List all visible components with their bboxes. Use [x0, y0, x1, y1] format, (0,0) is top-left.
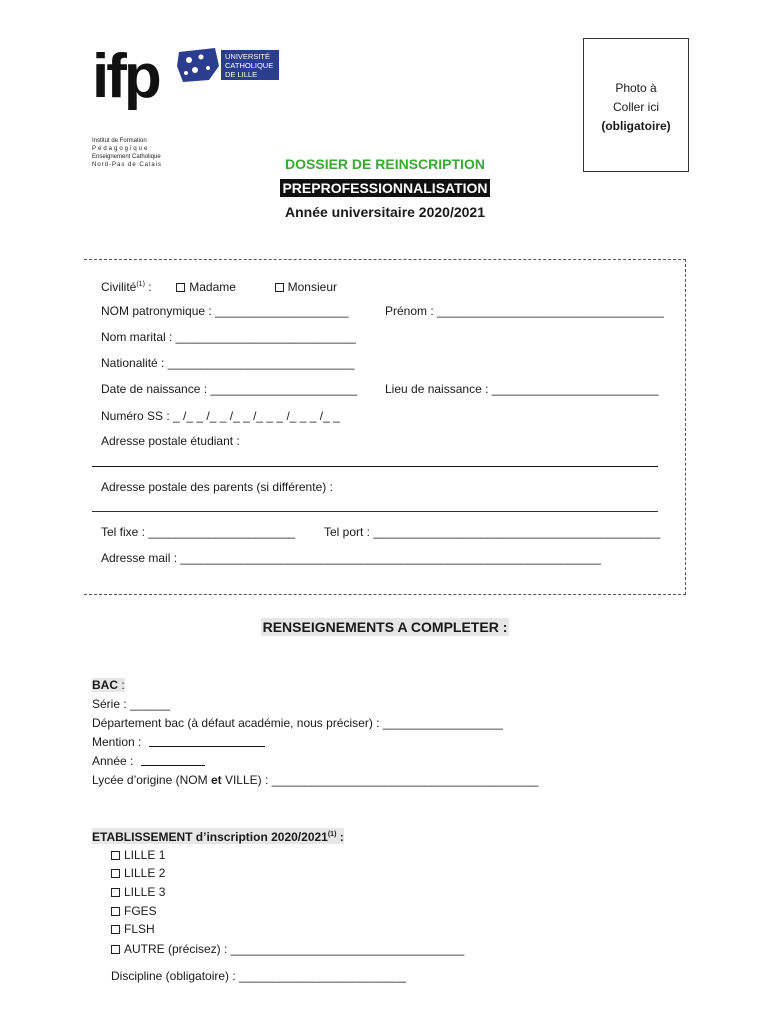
madame-checkbox[interactable]	[176, 283, 185, 292]
ifp-caption-line-3: Enseignement Catholique	[92, 154, 161, 160]
mention-input-line[interactable]	[149, 735, 265, 747]
tel-fixe-field[interactable]: Tel fixe : ______________________	[101, 525, 296, 539]
mention-label: Mention :	[92, 735, 142, 749]
adresse-etudiant-line[interactable]	[92, 466, 658, 467]
photo-line-3: (obligatoire)	[601, 119, 671, 133]
nom-field[interactable]: NOM patronymique : ____________________	[101, 304, 349, 318]
civilite-sep: :	[144, 280, 152, 294]
civilite-label: Civilité	[101, 280, 137, 294]
autre-checkbox[interactable]	[111, 945, 120, 954]
dossier-title: DOSSIER DE REINSCRIPTION	[285, 156, 485, 172]
section-title: RENSEIGNEMENTS A COMPLETER :	[262, 619, 508, 635]
mail-field[interactable]: Adresse mail : _______________________________________________________________	[101, 551, 601, 565]
serie-field[interactable]: Série : ______	[92, 697, 171, 711]
annee-label: Année :	[92, 754, 134, 768]
ifp-caption-line-4: Nord-Pas de Calais	[92, 162, 163, 168]
etablissement-note: (1)	[327, 831, 337, 838]
nationalite-field[interactable]: Nationalité : ____________________________	[101, 356, 355, 370]
mention-row	[92, 735, 265, 749]
photo-line-1: Photo à	[615, 81, 657, 95]
lille3-label: LILLE 3	[124, 885, 166, 899]
option-lille1[interactable]	[111, 848, 165, 862]
ifp-mark: ifp	[92, 42, 159, 111]
flsh-label: FLSH	[124, 922, 155, 936]
fges-label: FGES	[124, 904, 157, 918]
lycee-field[interactable]	[92, 773, 539, 787]
ucl-line-2: CATHOLIQUE	[225, 61, 274, 70]
lille2-checkbox[interactable]	[111, 869, 120, 878]
option-flsh[interactable]	[111, 922, 155, 936]
lycee-text-bold: et	[210, 773, 222, 787]
option-lille3[interactable]	[111, 885, 165, 899]
adresse-parents-line[interactable]	[92, 511, 658, 512]
lieu-field[interactable]: Lieu de naissance : _________________________	[385, 382, 659, 396]
departement-field[interactable]: Département bac (à défaut académie, nous préciser) : __________________	[92, 716, 503, 730]
ucl-shield-icon	[175, 46, 221, 84]
lycee-text-2: VILLE) : ________________________________________	[221, 773, 539, 787]
nom-marital-field[interactable]: Nom marital : ___________________________	[101, 330, 356, 344]
monsieur-label: Monsieur	[287, 280, 337, 294]
lycee-text-1: Lycée d’origine (NOM	[92, 773, 211, 787]
lille1-label: LILLE 1	[124, 848, 166, 862]
fges-checkbox[interactable]	[111, 907, 120, 916]
madame-label: Madame	[189, 280, 236, 294]
academic-year: Année universitaire 2020/2021	[284, 204, 485, 220]
numero-ss-field[interactable]: Numéro SS : _ /_ _ /_ _ /_ _ /_ _ _ /_ _ _ /_ _	[101, 409, 340, 423]
ucl-line-1: UNIVERSITÉ	[225, 52, 271, 61]
photo-line-2: Coller ici	[612, 100, 659, 114]
lille1-checkbox[interactable]	[111, 851, 120, 860]
ifp-caption-line-1: Institut de Formation	[92, 138, 147, 144]
etablissement-heading-text: ETABLISSEMENT d’inscription 2020/2021	[92, 830, 328, 844]
adresse-etudiant-label: Adresse postale étudiant :	[101, 434, 240, 448]
civilite-note: (1)	[136, 281, 145, 288]
annee-row	[92, 754, 205, 768]
annee-input-line[interactable]	[141, 754, 205, 766]
ifp-logo	[92, 42, 172, 111]
flsh-checkbox[interactable]	[111, 925, 120, 934]
tel-port-field[interactable]: Tel port : ___________________________________________	[324, 525, 661, 539]
bac-heading-text: BAC	[92, 678, 118, 692]
bac-heading	[92, 678, 125, 692]
dossier-subtitle: PREPROFESSIONNALISATION	[282, 180, 488, 196]
autre-label: AUTRE (précisez) : ___________________________________	[124, 942, 465, 956]
photo-box	[583, 38, 689, 172]
option-autre[interactable]	[111, 942, 464, 956]
etablissement-heading	[92, 828, 344, 844]
discipline-field[interactable]: Discipline (obligatoire) : _________________________	[111, 969, 406, 983]
ifp-caption-line-2: Pédagogique	[92, 146, 150, 152]
etablissement-sep: :	[336, 830, 344, 844]
monsieur-checkbox[interactable]	[275, 283, 284, 292]
ucl-logo	[175, 46, 281, 84]
lille3-checkbox[interactable]	[111, 888, 120, 897]
ucl-line-3: DE LILLE	[225, 70, 258, 79]
naissance-field[interactable]: Date de naissance : ______________________	[101, 382, 358, 396]
adresse-parents-label: Adresse postale des parents (si différente) :	[101, 480, 333, 494]
bac-heading-sep: :	[118, 678, 125, 692]
civilite-row	[101, 278, 337, 294]
option-fges[interactable]	[111, 904, 157, 918]
option-lille2[interactable]	[111, 866, 165, 880]
lille2-label: LILLE 2	[124, 866, 166, 880]
prenom-field[interactable]: Prénom : __________________________________	[385, 304, 664, 318]
